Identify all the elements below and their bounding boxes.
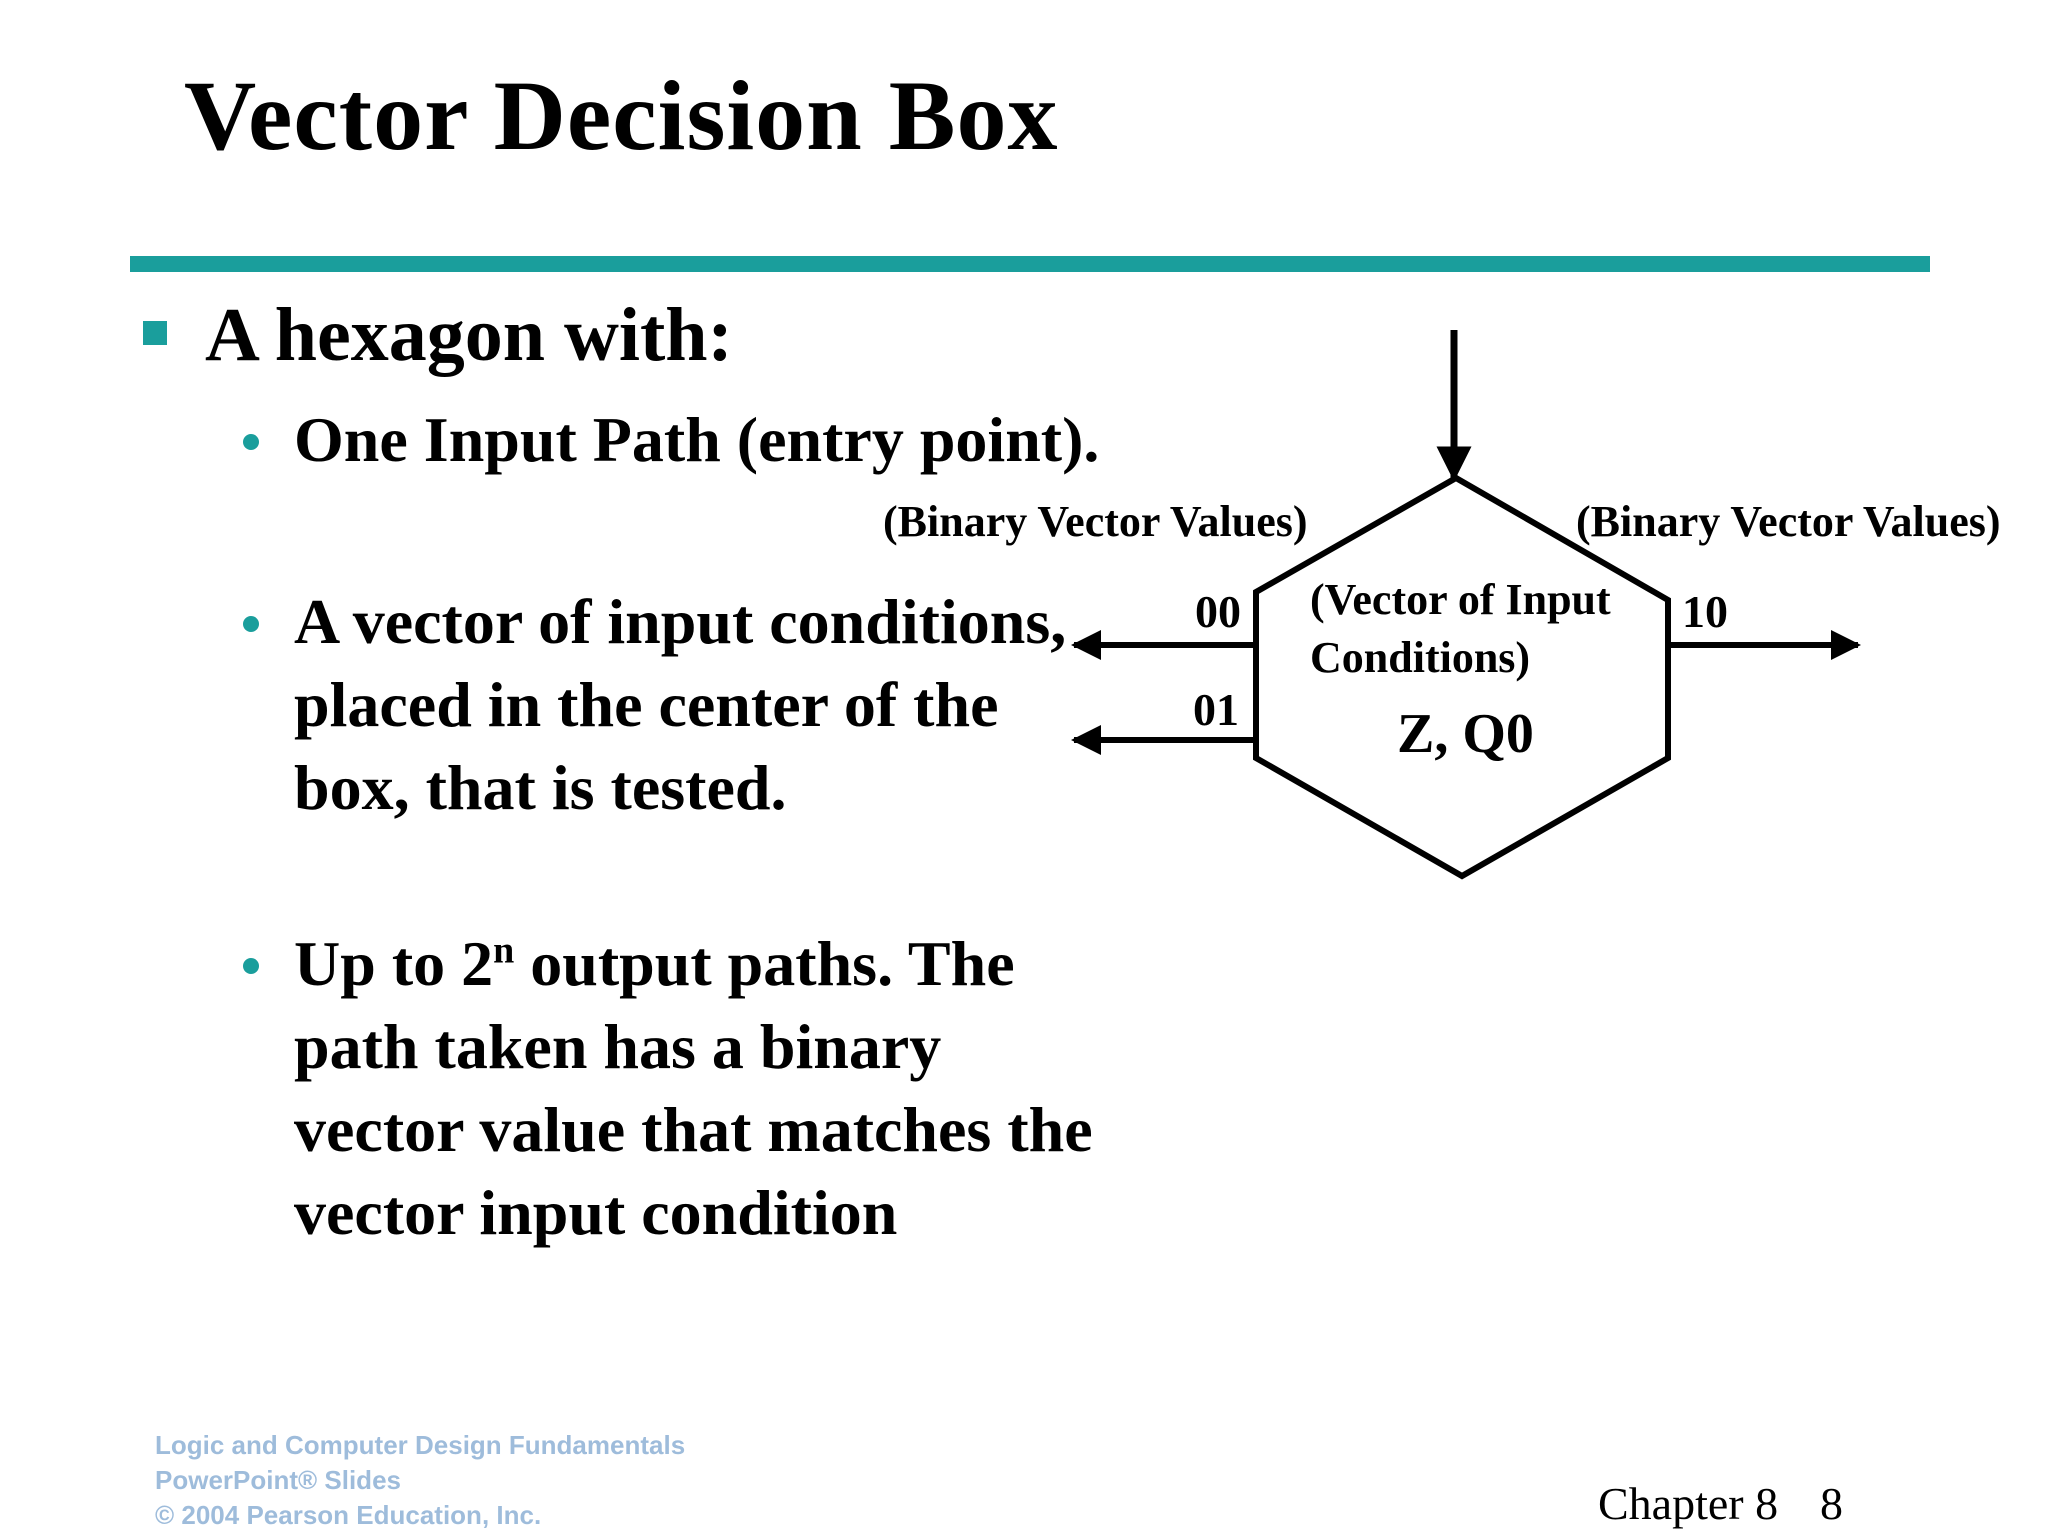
logo-line-2: PowerPoint® Slides (155, 1465, 401, 1495)
output-label-00: 00 (1195, 586, 1241, 637)
output-label-01: 01 (1193, 684, 1239, 735)
subbullet-entry-point: One Input Path (entry point). (294, 404, 1100, 475)
left-binary-values-label: (Binary Vector Values) (883, 497, 1308, 546)
slide-title: Vector Decision Box (184, 60, 1059, 171)
bullet-hexagon-with: A hexagon with: (205, 293, 733, 377)
input-condition-vector: Z, Q0 (1397, 703, 1534, 765)
publisher-logo (155, 1428, 685, 1533)
logo-line-3: © 2004 Pearson Education, Inc. (155, 1500, 542, 1530)
output-label-10: 10 (1682, 586, 1728, 637)
subbullet-vector-condition: A vector of input conditions, placed in the center of the box, that is tested. (294, 586, 1067, 823)
page-number: 8 (1820, 1478, 1843, 1529)
output-paths-suffix: output paths. The path taken has a binary vector value that matches the vector input condition (294, 928, 1093, 1248)
output-paths-exponent: n (493, 929, 515, 972)
logo-line-1: Logic and Computer Design Fundamentals (155, 1430, 686, 1460)
vector-caption-line2: Conditions) (1310, 633, 1531, 682)
output-paths-prefix: Up to 2 (294, 928, 494, 999)
vector-caption-line1: (Vector of Input (1310, 575, 1611, 624)
right-binary-values-label: (Binary Vector Values) (1576, 497, 2001, 546)
chapter-label: Chapter 8 (1598, 1478, 1779, 1529)
